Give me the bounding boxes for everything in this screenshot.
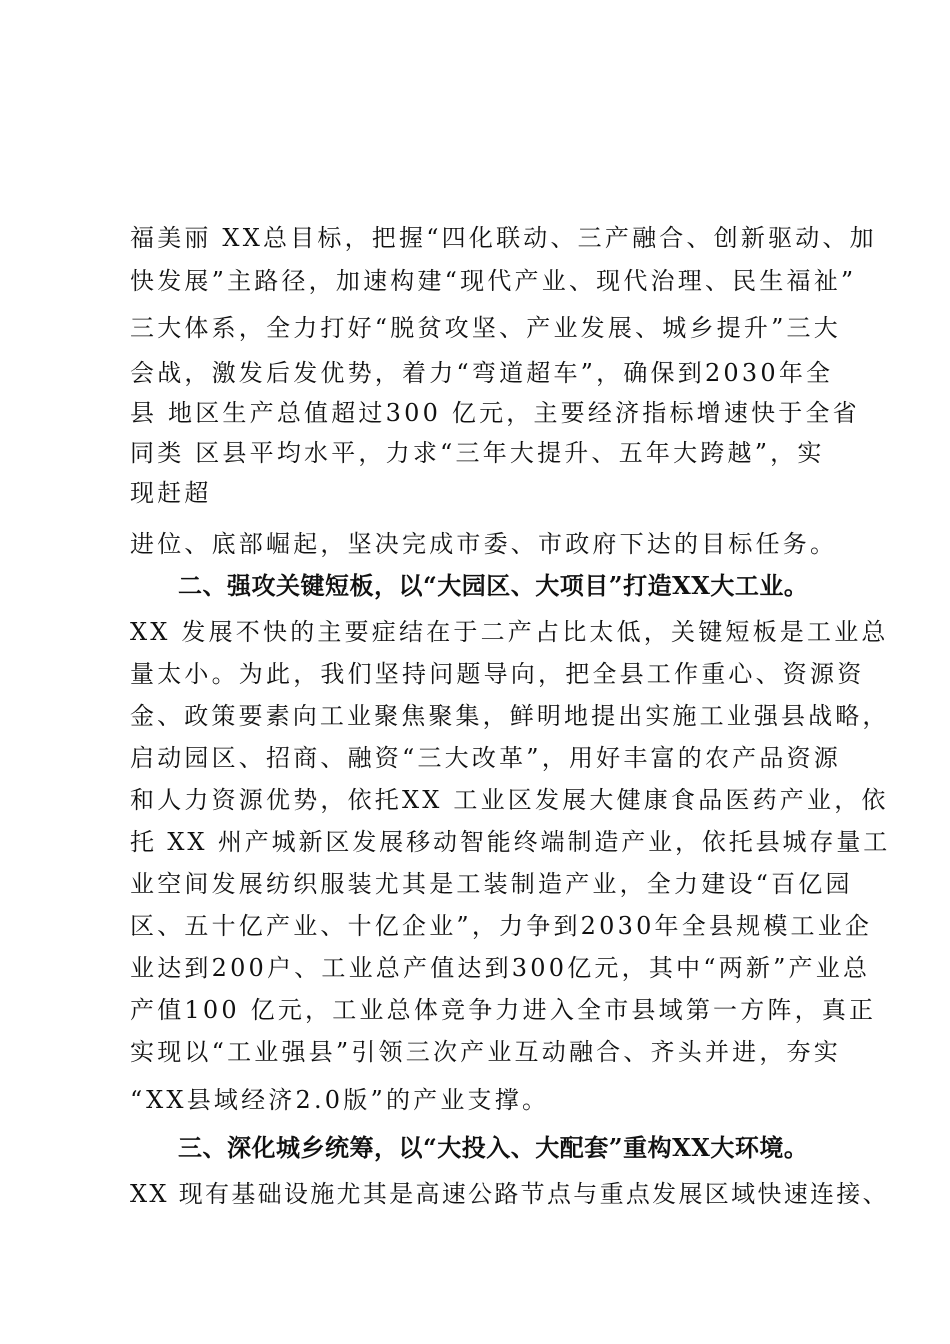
body-text-line: 现赶超 [130,479,212,507]
body-text-line: 区、五十亿产业、十亿企业”，力争到2030年全县规模工业企 [130,912,873,940]
body-text-line: 业空间发展纺织服装尤其是工装制造产业，全力建设“百亿园 [130,870,853,898]
body-text-line: 产值100 亿元，工业总体竞争力进入全市县域第一方阵，真正 [130,996,877,1024]
body-text-line: 进位、底部崛起，坚决完成市委、市政府下达的目标任务。 [130,530,838,558]
body-text-line: XX 现有基础设施尤其是高速公路节点与重点发展区域快速连接、 [130,1180,889,1208]
body-text-line: 会战，激发后发优势，着力“弯道超车”，确保到2030年全 [130,359,834,387]
body-text-line: “XX县域经济2.0版”的产业支撑。 [130,1086,550,1114]
body-text-line: 同类 区县平均水平，力求“三年大提升、五年大跨越”，实 [130,439,825,467]
body-text-line: 启动园区、招商、融资“三大改革”，用好丰富的农产品资源 [130,744,841,772]
body-text-line: 县 地区生产总值超过300 亿元，主要经济指标增速快于全省 [130,399,860,427]
section-heading-3: 三、深化城乡统筹，以“大投入、大配套”重构XX大环境。 [178,1133,809,1162]
body-text-line: 金、政策要素向工业聚焦聚集，鲜明地提出实施工业强县战略， [130,702,890,730]
body-text-line: 业达到200户、工业总产值达到300亿元，其中“两新”产业总 [130,954,871,982]
body-text-line: 实现以“工业强县”引领三次产业互动融合、齐头并进，夯实 [130,1038,841,1066]
body-text-line: 和人力资源优势，依托XX 工业区发展大健康食品医药产业，依 [130,786,889,814]
body-text-line: 量太小。为此，我们坚持问题导向，把全县工作重心、资源资 [130,660,865,688]
section-heading-2: 二、强攻关键短板，以“大园区、大项目”打造XX大工业。 [178,571,809,600]
body-text-line: 快发展”主路径，加速构建“现代产业、现代治理、民生福祉” [130,267,857,295]
body-text-line: 三大体系，全力打好“脱贫攻坚、产业发展、城乡提升”三大 [130,314,841,342]
body-text-line: XX 发展不快的主要症结在于二产占比太低，关键短板是工业总 [130,618,889,646]
body-text-line: 托 XX 州产城新区发展移动智能终端制造产业，依托县城存量工 [130,828,891,856]
body-text-line: 福美丽 XX总目标，把握“四化联动、三产融合、创新驱动、加 [130,224,877,252]
